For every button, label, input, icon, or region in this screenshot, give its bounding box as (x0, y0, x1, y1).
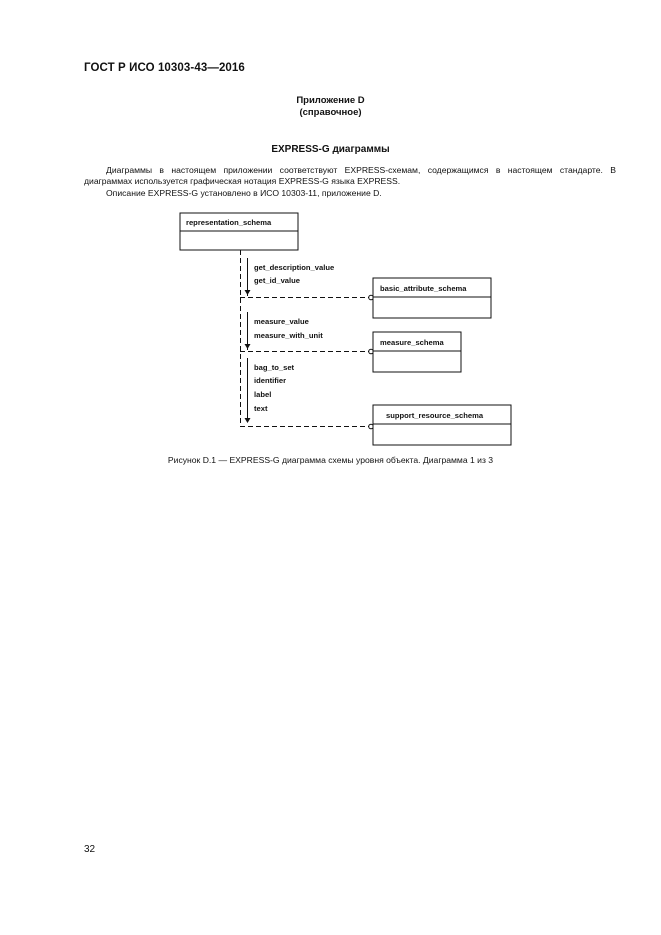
main-schema-name: representation_schema (186, 218, 272, 227)
target-schema-name: support_resource_schema (386, 411, 484, 420)
target-schema-name: measure_schema (380, 338, 444, 347)
reference-label: get_id_value (254, 276, 301, 285)
reference-label: get_description_value (254, 263, 335, 272)
reference-label: measure_with_unit (254, 331, 323, 340)
target-schema-name: basic_attribute_schema (380, 284, 467, 293)
arrowhead-icon (245, 344, 251, 349)
reference-label: text (254, 404, 268, 413)
paragraph-2: Описание EXPRESS-G установлено в ИСО 10303-11, приложение D. (106, 188, 382, 198)
appendix-subtitle: (справочное) (299, 107, 362, 118)
appendix-title: Приложение D (296, 95, 365, 106)
paragraph-1: Диаграммы в настоящем приложении соответствуют EXPRESS-схемам, содержащимся в настоящем стандарте. В диаграммах используется графическая нотация EXPRESS-G языка EXPRESS. (84, 165, 616, 186)
section-title: EXPRESS-G диаграммы (271, 144, 390, 155)
reference-label: label (254, 390, 272, 399)
arrowhead-icon (245, 418, 251, 423)
reference-label: bag_to_set (254, 363, 295, 372)
document-header: ГОСТ Р ИСО 10303-43—2016 (84, 62, 245, 74)
reference-label: measure_value (254, 317, 309, 326)
arrowhead-icon (245, 290, 251, 295)
reference-label: identifier (254, 376, 287, 385)
figure-caption: Рисунок D.1 — EXPRESS-G диаграмма схемы уровня объекта. Диаграмма 1 из 3 (167, 455, 494, 465)
page-number: 32 (84, 844, 96, 855)
